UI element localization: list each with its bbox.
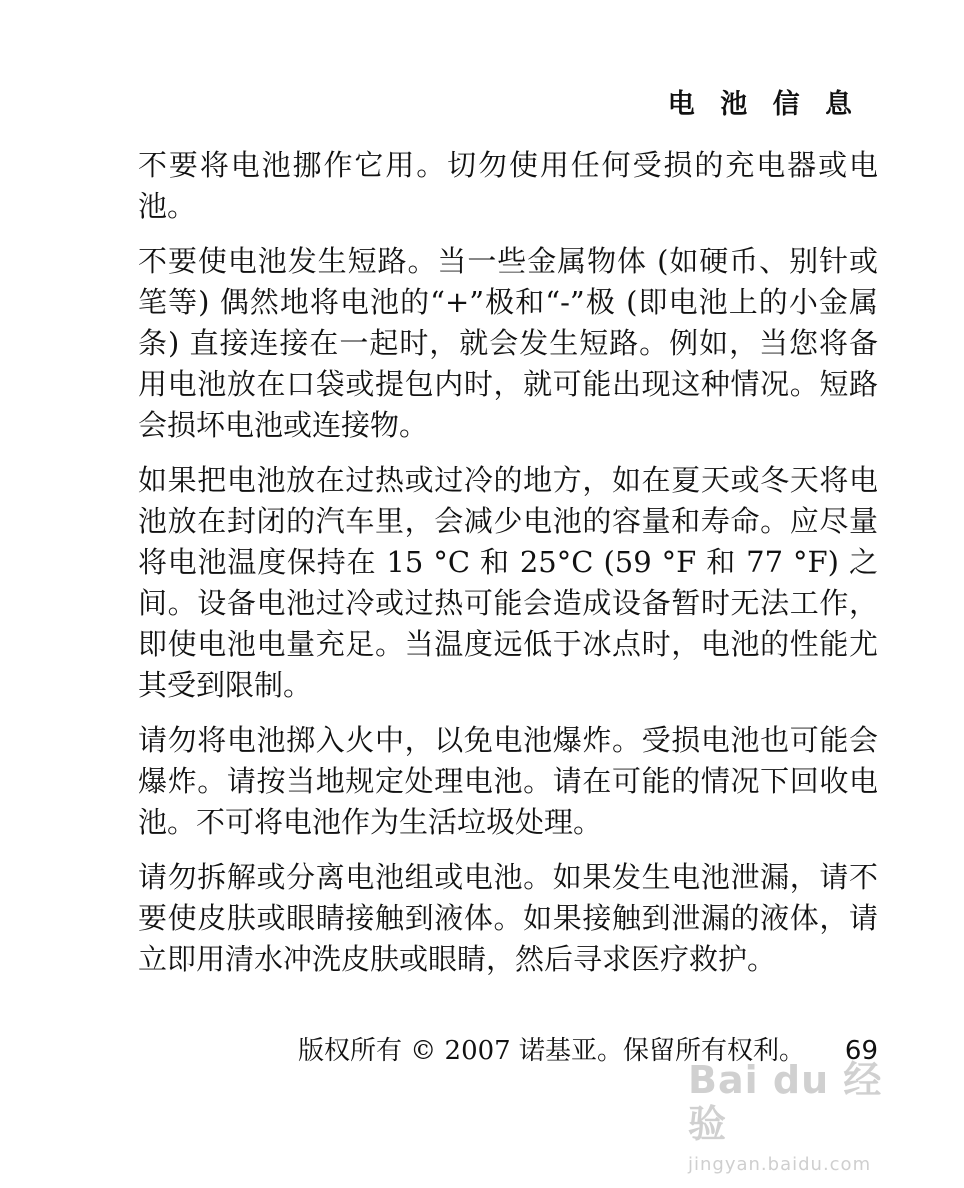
paragraph-temperature: 如果把电池放在过热或过冷的地方，如在夏天或冬天将电池放在封闭的汽车里，会减少电池的容量和寿命。应尽量将电池温度保持在 15 °C 和 25°C (59 °F 和 77 °F) 之间。设备电池过冷或过热可能会造成设备暂时无法工作，即使电池电量充足。当温度远低于冰点时，电池的性能尤其受到限制。 <box>138 463 878 702</box>
paragraph-misuse: 不要将电池挪作它用。切勿使用任何受损的充电器或电池。 <box>138 148 878 223</box>
paragraph-short-circuit: 不要使电池发生短路。当一些金属物体 (如硬币、别针或笔等) 偶然地将电池的“+”极和“-”极 (即电池上的小金属条) 直接连接在一起时，就会发生短路。例如，当您将备用电池放在口袋或提包内时，就可能出现这种情况。短路会损坏电池或连接物。 <box>138 244 878 442</box>
copyright-text: 版权所有 © 2007 诺基亚。保留所有权利。 <box>298 1036 805 1066</box>
paragraph-fire: 请勿将电池掷入火中，以免电池爆炸。受损电池也可能会爆炸。请按当地规定处理电池。请在可能的情况下回收电池。不可将电池作为生活垃圾处理。 <box>138 723 878 839</box>
paragraph-leak: 请勿拆解或分离电池组或电池。如果发生电池泄漏，请不要使皮肤或眼睛接触到液体。如果接触到泄漏的液体，请立即用清水冲洗皮肤或眼睛，然后寻求医疗救护。 <box>138 860 878 976</box>
body-text <box>138 145 878 994</box>
watermark-logo: Bai du 经验 <box>688 1058 883 1146</box>
watermark-url: jingyan.baidu.com <box>688 1154 872 1175</box>
page-number: 69 <box>844 1036 878 1066</box>
section-header: 电 池 信 息 <box>667 89 860 120</box>
baidu-jingyan-watermark <box>688 1058 914 1175</box>
